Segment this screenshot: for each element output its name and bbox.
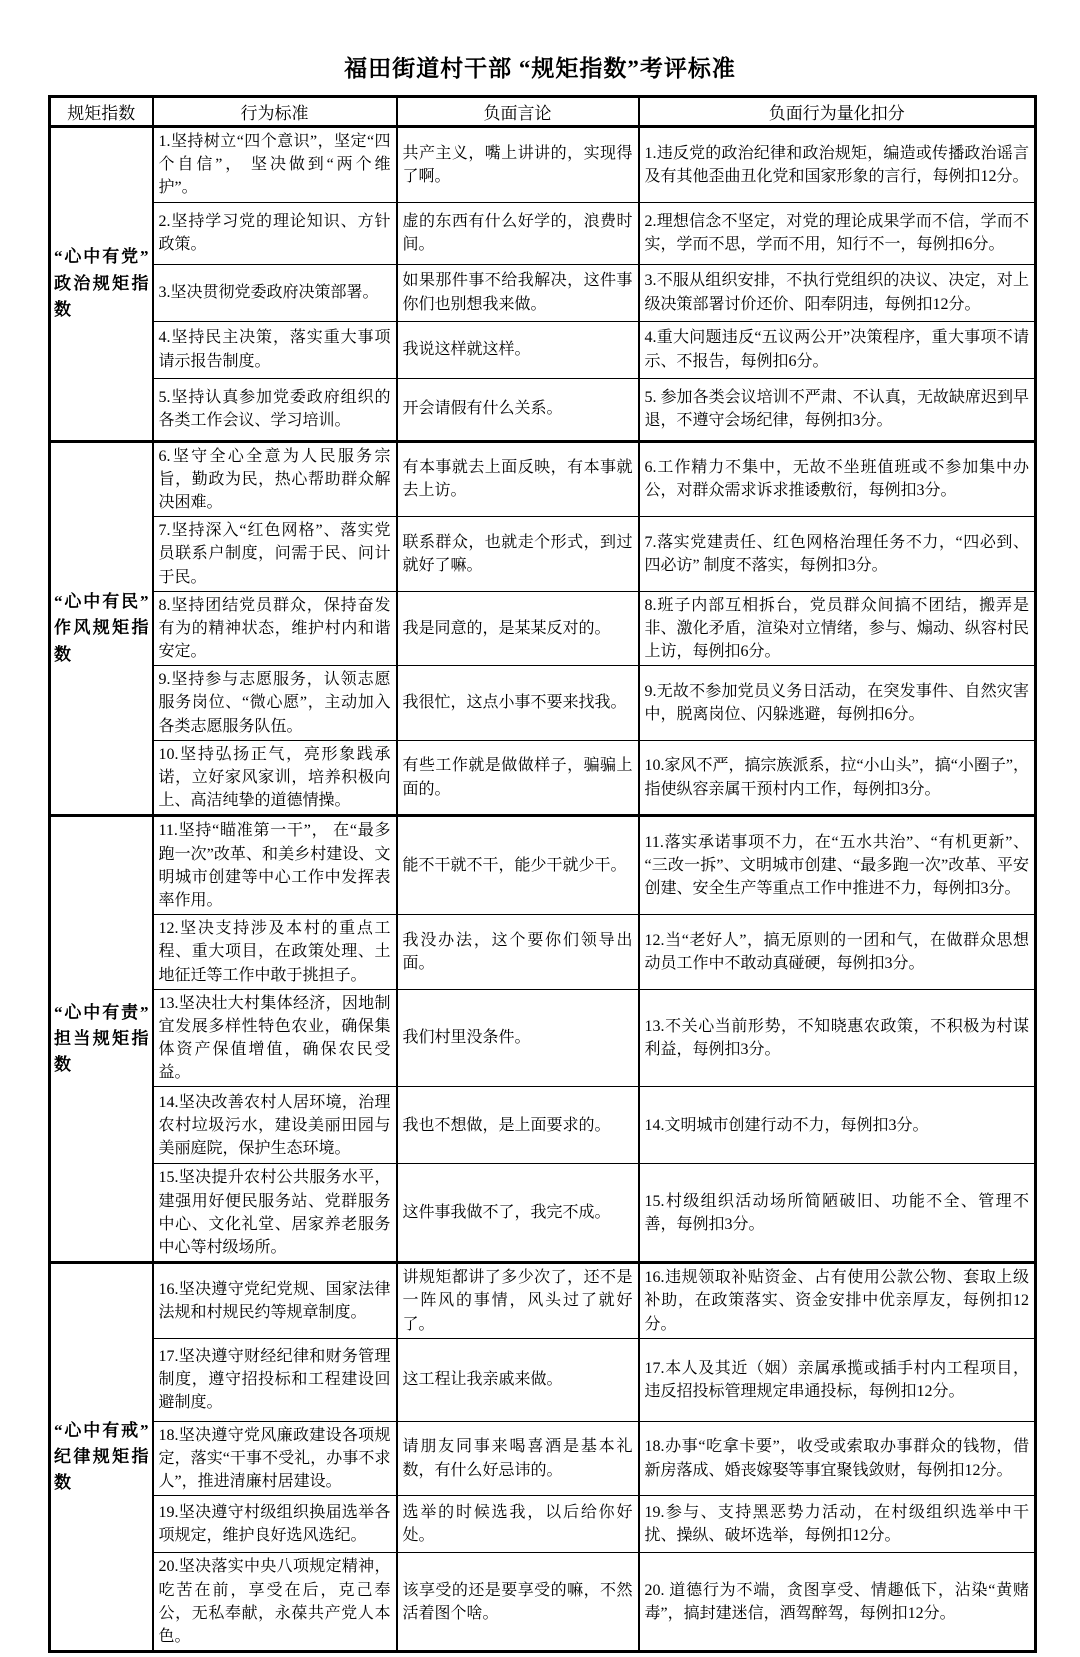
- deduction-rule-cell: 9.无故不参加党员义务日活动，在突发事件、自然灾害中，脱离岗位、闪躲逃避，每例扣6分。: [639, 666, 1036, 741]
- table-row: [50, 915, 1036, 990]
- negative-speech-cell: 我很忙，这点小事不要来找我。: [397, 666, 639, 741]
- deduction-rule-cell: 2.理想信念不坚定，对党的理论成果学而不信，学而不实，学而不思，学而不用，知行不一，每例扣6分。: [639, 202, 1036, 264]
- negative-speech-cell: 该享受的还是要享受的嘛，不然活着图个啥。: [397, 1553, 639, 1652]
- behavior-standard-cell: 5.坚持认真参加党委政府组织的各类工作会议、学习培训。: [153, 378, 397, 441]
- deduction-rule-cell: 12.当“老好人”，搞无原则的一团和气，在做群众思想动员工作中不敢动真碰硬，每例扣3分。: [639, 915, 1036, 990]
- behavior-standard-cell: 15.坚决提升农村公共服务水平，建强用好便民服务站、党群服务中心、文化礼堂、居家养老服务中心等村级场所。: [153, 1164, 397, 1263]
- table-row: [50, 666, 1036, 741]
- negative-speech-cell: 有本事就去上面反映，有本事就去上访。: [397, 441, 639, 517]
- negative-speech-cell: 请朋友同事来喝喜酒是基本礼数，有什么好忌讳的。: [397, 1421, 639, 1496]
- group-index-label: “心中有责”担当规矩指数: [50, 816, 153, 1263]
- table-row: [50, 202, 1036, 264]
- deduction-rule-cell: 10.家风不严，搞宗族派系，拉“小山头”，搞“小圈子”，指使纵容亲属干预村内工作，每例扣3分。: [639, 740, 1036, 816]
- deduction-rule-cell: 11.落实承诺事项不力，在“五水共治”、“有机更新”、“三改一拆”、文明城市创建、“最多跑一次”改革、平安创建、安全生产等重点工作中推进不力，每例扣3分。: [639, 816, 1036, 915]
- behavior-standard-cell: 16.坚决遵守党纪党规、国家法律法规和村规民约等规章制度。: [153, 1263, 397, 1339]
- behavior-standard-cell: 8.坚持团结党员群众，保持奋发有为的精神状态，维护村内和谐安定。: [153, 591, 397, 666]
- negative-speech-cell: 这工程让我亲戚来做。: [397, 1338, 639, 1421]
- header-deduction-column: 负面行为量化扣分: [639, 97, 1036, 127]
- negative-speech-cell: 我没办法，这个要你们领导出面。: [397, 915, 639, 990]
- negative-speech-cell: 这件事我做不了，我完不成。: [397, 1164, 639, 1263]
- deduction-rule-cell: 19.参与、支持黑恶势力活动，在村级组织选举中干扰、操纵、破坏选举，每例扣12分。: [639, 1496, 1036, 1553]
- deduction-rule-cell: 16.违规领取补贴资金、占有使用公款公物、套取上级补助，在政策落实、资金安排中优亲厚友，每例扣12分。: [639, 1263, 1036, 1339]
- negative-speech-cell: 如果那件事不给我解决，这件事你们也别想我来做。: [397, 264, 639, 321]
- deduction-rule-cell: 7.落实党建责任、红色网格治理任务不力，“四必到、四必访” 制度不落实，每例扣3分。: [639, 517, 1036, 592]
- negative-speech-cell: 选举的时候选我，以后给你好处。: [397, 1496, 639, 1553]
- table-row: [50, 1496, 1036, 1553]
- negative-speech-cell: 能不干就不干，能少干就少干。: [397, 816, 639, 915]
- table-header: [50, 97, 1036, 127]
- table-row: [50, 1087, 1036, 1164]
- index-group-2: [50, 441, 1036, 816]
- header-speech-column: 负面言论: [397, 97, 639, 127]
- group-index-label: “心中有戒”纪律规矩指数: [50, 1263, 153, 1652]
- table-row: [50, 127, 1036, 203]
- page-title: 福田街道村干部 “规矩指数”考评标准: [344, 56, 736, 81]
- behavior-standard-cell: 11.坚持“瞄准第一干”， 在“最多跑一次”改革、和美乡村建设、文明城市创建等中心工作中发挥表率作用。: [153, 816, 397, 915]
- behavior-standard-cell: 14.坚决改善农村人居环境，治理农村垃圾污水，建设美丽田园与美丽庭院，保护生态环境。: [153, 1087, 397, 1164]
- table-row: [50, 989, 1036, 1087]
- negative-speech-cell: 共产主义，嘴上讲讲的，实现得了啊。: [397, 127, 639, 203]
- behavior-standard-cell: 2.坚持学习党的理论知识、方针政策。: [153, 202, 397, 264]
- table-row: [50, 1263, 1036, 1339]
- table-row: [50, 321, 1036, 378]
- index-group-1: [50, 127, 1036, 442]
- deduction-rule-cell: 13.不关心当前形势，不知晓惠农政策，不积极为村谋利益，每例扣3分。: [639, 989, 1036, 1087]
- negative-speech-cell: 我是同意的，是某某反对的。: [397, 591, 639, 666]
- table-row: [50, 1338, 1036, 1421]
- deduction-rule-cell: 17.本人及其近（姻）亲属承揽或插手村内工程项目，违反招投标管理规定串通投标，每例扣12分。: [639, 1338, 1036, 1421]
- table-row: [50, 816, 1036, 915]
- table-row: [50, 591, 1036, 666]
- negative-speech-cell: 联系群众，也就走个形式，到过就好了嘛。: [397, 517, 639, 592]
- deduction-rule-cell: 18.办事“吃拿卡要”，收受或索取办事群众的钱物，借新房落成、婚丧嫁娶等事宜聚钱敛财，每例扣12分。: [639, 1421, 1036, 1496]
- table-row: [50, 378, 1036, 441]
- deduction-rule-cell: 8.班子内部互相拆台，党员群众间搞不团结，搬弄是非、激化矛盾，渲染对立情绪，参与、煽动、纵容村民上访，每例扣6分。: [639, 591, 1036, 666]
- index-group-3: [50, 816, 1036, 1263]
- behavior-standard-cell: 18.坚决遵守党风廉政建设各项规定，落实“干事不受礼，办事不求人”，推进清廉村居建设。: [153, 1421, 397, 1496]
- group-index-label: “心中有民”作风规矩指数: [50, 441, 153, 816]
- behavior-standard-cell: 4.坚持民主决策，落实重大事项请示报告制度。: [153, 321, 397, 378]
- negative-speech-cell: 我说这样就这样。: [397, 321, 639, 378]
- table-row: [50, 1553, 1036, 1652]
- deduction-rule-cell: 3.不服从组织安排，不执行党组织的决议、决定，对上级决策部署讨价还价、阳奉阴违，每例扣12分。: [639, 264, 1036, 321]
- negative-speech-cell: 开会请假有什么关系。: [397, 378, 639, 441]
- behavior-standard-cell: 20.坚决落实中央八项规定精神，吃苦在前，享受在后，克己奉公，无私奉献，永葆共产党人本色。: [153, 1553, 397, 1652]
- negative-speech-cell: 我也不想做，是上面要求的。: [397, 1087, 639, 1164]
- deduction-rule-cell: 5. 参加各类会议培训不严肃、不认真，无故缺席迟到早退，不遵守会场纪律，每例扣3分。: [639, 378, 1036, 441]
- table-row: [50, 740, 1036, 816]
- table-row: [50, 264, 1036, 321]
- behavior-standard-cell: 6.坚守全心全意为人民服务宗旨，勤政为民，热心帮助群众解决困难。: [153, 441, 397, 517]
- table-row: [50, 441, 1036, 517]
- group-index-label: “心中有党”政治规矩指数: [50, 127, 153, 442]
- table-row: [50, 1164, 1036, 1263]
- behavior-standard-cell: 1.坚持树立“四个意识”，坚定“四个自信”， 坚决做到“两个维护”。: [153, 127, 397, 203]
- deduction-rule-cell: 14.文明城市创建行动不力，每例扣3分。: [639, 1087, 1036, 1164]
- negative-speech-cell: 我们村里没条件。: [397, 989, 639, 1087]
- table-row: [50, 1421, 1036, 1496]
- deduction-rule-cell: 15.村级组织活动场所简陋破旧、功能不全、管理不善，每例扣3分。: [639, 1164, 1036, 1263]
- behavior-standard-cell: 10.坚持弘扬正气，亮形象践承诺，立好家风家训，培养积极向上、高洁纯挚的道德情操。: [153, 740, 397, 816]
- behavior-standard-cell: 17.坚决遵守财经纪律和财务管理制度，遵守招投标和工程建设回避制度。: [153, 1338, 397, 1421]
- header-row: [50, 97, 1036, 127]
- negative-speech-cell: 虚的东西有什么好学的，浪费时间。: [397, 202, 639, 264]
- behavior-standard-cell: 12.坚决支持涉及本村的重点工程、重大项目，在政策处理、土地征迁等工作中敢于挑担子。: [153, 915, 397, 990]
- deduction-rule-cell: 4.重大问题违反“五议两公开”决策程序，重大事项不请示、不报告，每例扣6分。: [639, 321, 1036, 378]
- behavior-standard-cell: 13.坚决壮大村集体经济，因地制宜发展多样性特色农业，确保集体资产保值增值，确保农民受益。: [153, 989, 397, 1087]
- behavior-standard-cell: 3.坚决贯彻党委政府决策部署。: [153, 264, 397, 321]
- negative-speech-cell: 有些工作就是做做样子，骗骗上面的。: [397, 740, 639, 816]
- behavior-standard-cell: 7.坚持深入“红色网格”、落实党员联系户制度，问需于民、问计于民。: [153, 517, 397, 592]
- deduction-rule-cell: 20. 道德行为不端，贪图享受、情趣低下，沾染“黄赌毒”，搞封建迷信，酒驾醉驾，每例扣12分。: [639, 1553, 1036, 1652]
- behavior-standard-cell: 19.坚决遵守村级组织换届选举各项规定，维护良好选风选纪。: [153, 1496, 397, 1553]
- evaluation-table: [48, 95, 1037, 1653]
- deduction-rule-cell: 6.工作精力不集中，无故不坐班值班或不参加集中办公，对群众需求诉求推诿敷衍，每例扣3分。: [639, 441, 1036, 517]
- negative-speech-cell: 讲规矩都讲了多少次了，还不是一阵风的事情，风头过了就好了。: [397, 1263, 639, 1339]
- header-standard-column: 行为标准: [153, 97, 397, 127]
- index-group-4: [50, 1263, 1036, 1652]
- behavior-standard-cell: 9.坚持参与志愿服务，认领志愿服务岗位、“微心愿”，主动加入各类志愿服务队伍。: [153, 666, 397, 741]
- header-index-column: 规矩指数: [50, 97, 153, 127]
- table-row: [50, 517, 1036, 592]
- deduction-rule-cell: 1.违反党的政治纪律和政治规矩，编造或传播政治谣言及有其他歪曲丑化党和国家形象的言行，每例扣12分。: [639, 127, 1036, 203]
